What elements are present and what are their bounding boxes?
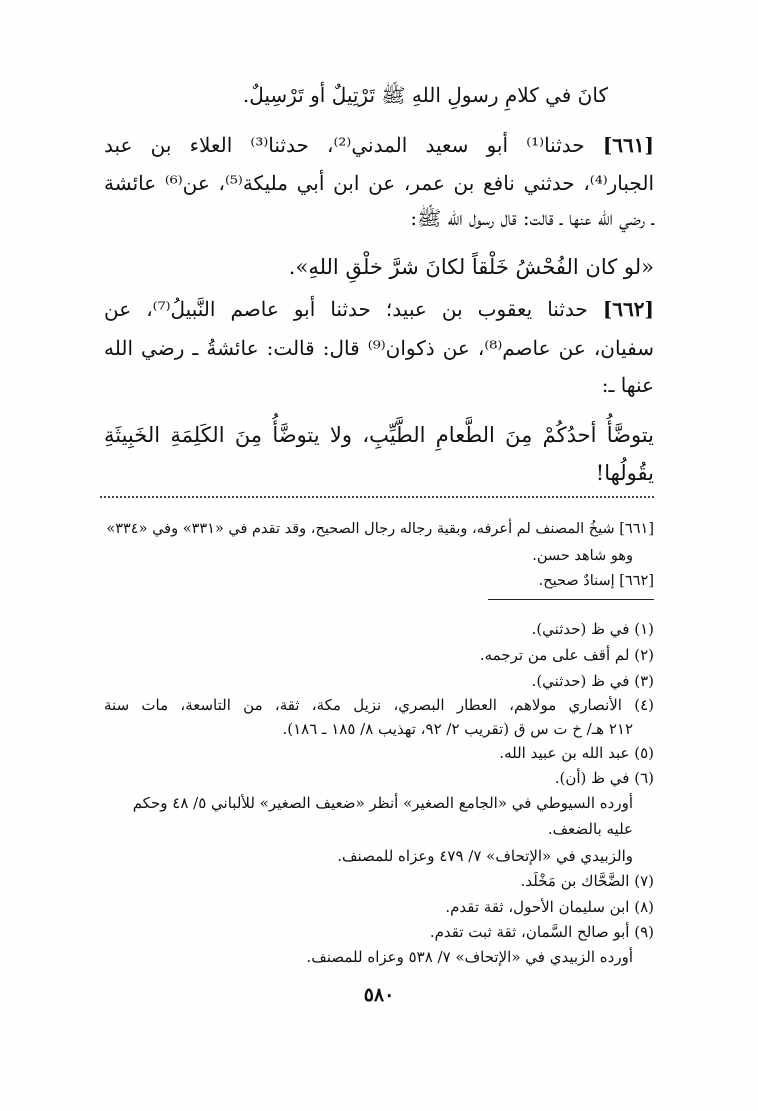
- dotted-separator: [100, 496, 654, 502]
- hadith-661-matn: «لو كان الفُحْشُ خَلْقاً لكانَ شرَّ خلْقِ اللهِ».: [288, 255, 654, 279]
- footnote-9: (٩) أبو صالح السَّمان، ثقة ثبت تقدم.: [429, 923, 654, 941]
- footnote-7: (٧) الضَّحَّاك بن مَخْلَد.: [520, 872, 654, 890]
- footnote-2: (٢) لم أقف على من ترجمه.: [479, 646, 654, 664]
- main-line-8: عنها ـ:: [601, 373, 654, 397]
- hadith-number-662: [٦٦٢]: [602, 297, 654, 321]
- hadith-662-first-line: [104, 294, 654, 324]
- footnote-6-zabidi: والزبيدي في «الإتحاف» ٧/ ٤٧٩ وعزاه للمصنف.: [337, 847, 633, 865]
- note-662-label: [٦٦٢]: [619, 573, 654, 589]
- hadith-662-matn: يتوضَّأُ أحدُكُمْ مِنَ الطَّعامِ الطَّيِّبِ، ولا يتوضَّأُ مِنَ الكَلِمَةِ الخَبِيثَةِ: [104, 423, 654, 447]
- footnote-6: (٦) في ظ (أن).: [554, 769, 654, 787]
- note-661-label: [٦٦١]: [619, 521, 654, 537]
- hadith-661-first-line: [104, 130, 654, 160]
- main-line-4: ـ رضي الله عنها ـ قالت: قال رسول الله ﷺ:: [410, 206, 654, 230]
- main-line-7: سفيان، عن عاصم⁽⁸⁾، عن ذكوان⁽⁹⁾ قال: قالت: عائشةُ ـ رضي الله: [104, 336, 654, 360]
- footnote-5: (٥) عبد الله بن عبيد الله.: [499, 744, 654, 762]
- footnote-4-cont: ٢١٢ هـ/ خ ت س ق (تقريب ٢/ ٩٢، تهذيب ٨/ ١٨٥ ـ ١٨٦).: [282, 720, 633, 738]
- footnote-8: (٨) ابن سليمان الأحول، ثقة تقدم.: [445, 898, 654, 916]
- page-number: ٥٨٠: [363, 984, 395, 1006]
- main-line-1: كانَ في كلامِ رسولِ اللهِ ﷺ تَرْتِيلٌ أو تَرْسِيلٌ.: [242, 83, 608, 107]
- note-662: [539, 570, 654, 592]
- note-661-text: شيخُ المصنف لم أعرفه، وبقية رجاله رجال الصحيح، وقد تقدم في «٣٣١» وفي «٣٣٤»: [106, 521, 615, 537]
- footnote-rule: [488, 599, 654, 600]
- note-662-text: إسنادٌ صحيح.: [538, 573, 615, 589]
- hadith-number-661: [٦٦١]: [602, 133, 654, 157]
- footnote-6-takhrij: أورده السيوطي في «الجامع الصغير» أنظر «ضعيف الصغير» للألباني ٥/ ٤٨ وحكم: [132, 794, 633, 812]
- footnote-4: (٤) الأنصاري مولاهم، العطار البصري، نزيل مكة، ثقة، من التاسعة، مات سنة: [104, 696, 654, 714]
- note-661-cont: وهو شاهد حسن.: [532, 548, 633, 564]
- hadith-662-matn-end: يقُولُها!: [595, 461, 654, 485]
- footnote-3: (٣) في ظ (حدثني).: [531, 672, 654, 690]
- footnote-1: (١) في ظ (حدثني).: [531, 620, 654, 638]
- main-line-2: حدثنا⁽¹⁾ أبو سعيد المدني⁽²⁾، حدثنا⁽³⁾ العلاء بن عبد: [104, 133, 585, 157]
- main-line-3: الجبار⁽⁴⁾، حدثني نافع بن عمر، عن ابن أبي مليكة⁽⁵⁾، عن⁽⁶⁾ عائشة: [104, 171, 654, 195]
- footnote-9-takhrij: أورده الزبيدي في «الإتحاف» ٧/ ٥٣٨ وعزاه للمصنف.: [306, 948, 633, 966]
- footnote-6-takhrij-cont: عليه بالضعف.: [547, 820, 633, 838]
- main-line-6: حدثنا يعقوب بن عبيد؛ حدثنا أبو عاصم النَّبيلُ⁽⁷⁾، عن: [104, 297, 588, 321]
- note-661: [104, 518, 654, 540]
